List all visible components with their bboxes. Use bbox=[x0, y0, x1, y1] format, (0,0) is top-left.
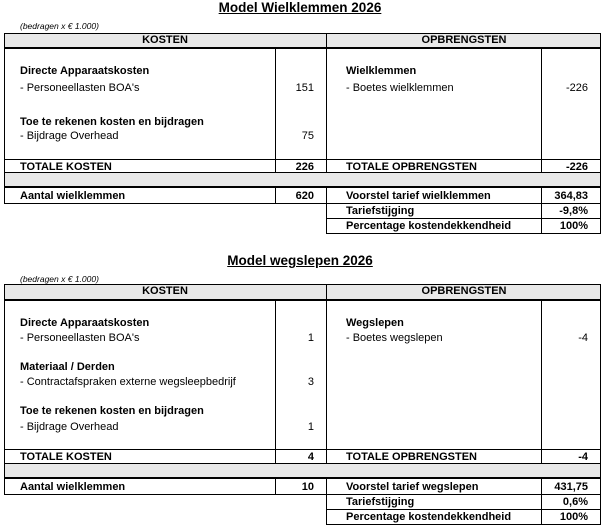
model2-summary-line-1 bbox=[326, 494, 601, 495]
model2-cost-heading-2: Materiaal / Derden bbox=[20, 361, 115, 373]
model2-opbrengsten-header: OPBRENGSTEN bbox=[421, 285, 507, 297]
model1-revenue-value: -226 bbox=[565, 82, 588, 94]
model1-total-line bbox=[4, 159, 601, 160]
model2-totale-opbrengsten-label: TOTALE OPBRENGSTEN bbox=[346, 451, 477, 463]
model2-aantal-value: 10 bbox=[301, 481, 314, 493]
model2-totale-kosten-label: TOTALE KOSTEN bbox=[20, 451, 112, 463]
model1-cost-value-2: 75 bbox=[301, 130, 314, 142]
model2-aantal-label: Aantal wielklemmen bbox=[20, 481, 126, 493]
model1-percentage-value: 100% bbox=[559, 220, 588, 232]
model1-cost-item-2: - Bijdrage Overhead bbox=[20, 130, 119, 142]
model2-cost-value-2: 3 bbox=[307, 376, 314, 388]
model2-stijging-value: 0,6% bbox=[562, 496, 588, 508]
model1-stijging-value: -9,8% bbox=[559, 205, 588, 217]
model2-note: (bedragen x € 1.000) bbox=[20, 274, 99, 284]
model1-cost-value-1: 151 bbox=[295, 82, 314, 94]
model2-title: Model wegslepen 2026 bbox=[227, 253, 373, 268]
model1-divider-b bbox=[326, 48, 327, 173]
model2-revenue-heading: Wegslepen bbox=[346, 317, 404, 329]
model2-summary-line-2 bbox=[326, 509, 601, 510]
model2-stijging-label: Tariefstijging bbox=[346, 496, 415, 508]
model2-percentage-label: Percentage kostendekkendheid bbox=[346, 511, 512, 523]
model2-cost-value-3: 1 bbox=[307, 421, 314, 433]
model1-revenue-item: - Boetes wielklemmen bbox=[346, 82, 454, 94]
model1-gap-band bbox=[4, 173, 601, 187]
model1-opbrengsten-header: OPBRENGSTEN bbox=[421, 34, 507, 46]
model2-totale-opbrengsten-value: -4 bbox=[578, 451, 588, 463]
model1-summary-line-1 bbox=[326, 203, 601, 204]
model1-revenue-heading: Wielklemmen bbox=[346, 65, 417, 77]
model1-aantal-label: Aantal wielklemmen bbox=[20, 190, 126, 202]
model1-totale-opbrengsten-value: -226 bbox=[565, 161, 588, 173]
model2-divider-b bbox=[326, 300, 327, 464]
model1-cost-item-1: - Personeellasten BOA's bbox=[20, 82, 140, 94]
model1-totale-opbrengsten-label: TOTALE OPBRENGSTEN bbox=[346, 161, 477, 173]
model1-voorstel-label: Voorstel tarief wielklemmen bbox=[346, 190, 491, 202]
model2-percentage-value: 100% bbox=[559, 511, 588, 523]
model2-cost-heading-3: Toe te rekenen kosten en bijdragen bbox=[20, 405, 204, 417]
model2-gap-band bbox=[4, 464, 601, 478]
model1-summary-line-2 bbox=[326, 218, 601, 219]
model1-totale-kosten-value: 226 bbox=[295, 161, 314, 173]
model2-cost-item-1: - Personeellasten BOA's bbox=[20, 332, 140, 344]
model2-cost-heading-1: Directe Apparaatskosten bbox=[20, 317, 150, 329]
model2-voorstel-value: 431,75 bbox=[554, 481, 588, 493]
model1-stijging-label: Tariefstijging bbox=[346, 205, 415, 217]
model1-percentage-label: Percentage kostendekkendheid bbox=[346, 220, 512, 232]
model2-cost-value-1: 1 bbox=[307, 332, 314, 344]
model2-divider-c bbox=[541, 300, 542, 464]
model1-kosten-header: KOSTEN bbox=[142, 34, 188, 46]
model2-total-line bbox=[4, 449, 601, 450]
model1-divider-c bbox=[541, 48, 542, 173]
model2-cost-item-3: - Bijdrage Overhead bbox=[20, 421, 119, 433]
model1-cost-heading-2: Toe te rekenen kosten en bijdragen bbox=[20, 116, 204, 128]
model1-totale-kosten-label: TOTALE KOSTEN bbox=[20, 161, 112, 173]
model1-title: Model Wielklemmen 2026 bbox=[218, 0, 382, 15]
model1-divider-a bbox=[275, 48, 276, 173]
model1-aantal-value: 620 bbox=[295, 190, 314, 202]
model1-cost-heading-1: Directe Apparaatskosten bbox=[20, 65, 150, 77]
model1-note: (bedragen x € 1.000) bbox=[20, 21, 99, 31]
model2-kosten-header: KOSTEN bbox=[142, 285, 188, 297]
model2-totale-kosten-value: 4 bbox=[307, 451, 314, 463]
model1-voorstel-value: 364,83 bbox=[554, 190, 588, 202]
model2-cost-item-2: - Contractafspraken externe wegsleepbedrijf bbox=[20, 376, 236, 388]
model2-revenue-item: - Boetes wegslepen bbox=[346, 332, 443, 344]
model2-revenue-value: -4 bbox=[578, 332, 588, 344]
model2-voorstel-label: Voorstel tarief wegslepen bbox=[346, 481, 479, 493]
